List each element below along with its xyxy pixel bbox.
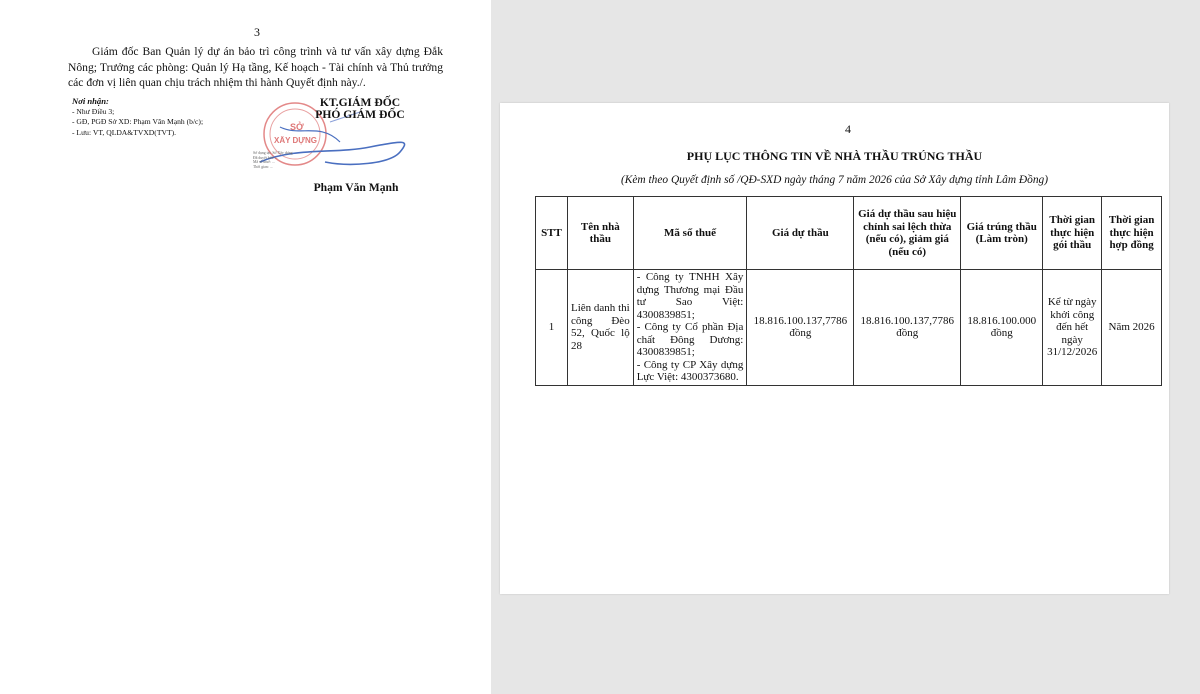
recipient-item: - Như Điều 3; [72,106,115,116]
signer-name: Phạm Văn Mạnh [313,181,399,194]
column-header: Mã số thuế [633,197,747,270]
table-row [536,270,1162,386]
package-time-cell: Kể từ ngày khởi công đến hết ngày 31/12/2026 [1043,270,1102,386]
stamp-notes: Sở dụng tại: Sở Xây dựng Đã duyệt bởi: ... Mã số thuế: ... Thời gian: ... [253,151,293,169]
page-number: 4 [845,122,851,136]
document-page-4 [500,103,1169,594]
bid-price-cell: 18.816.100.137,7786 đồng [747,270,854,386]
column-header: Giá dự thầu [747,197,854,270]
tax-code-cell [633,270,747,386]
contractor-award-table [535,196,1162,386]
svg-text:SỞ: SỞ [290,122,304,132]
column-header: STT [536,197,568,270]
tax-code-line: - Công ty TNHH Xây dựng Thương mại Đầu tư Sao Việt: 4300839851; [636,271,744,321]
recipient-item: - GĐ, PGĐ Sở XD: Phạm Văn Mạnh (b/c); [72,117,204,126]
adjusted-price-cell: 18.816.100.137,7786 đồng [854,270,961,386]
contractor-cell: Liên danh thi công Đèo 52, Quốc lộ 28 [567,270,633,386]
document-page-3 [0,0,491,694]
column-header: Thời gian thực hiện gói thầu [1043,197,1102,270]
column-header: Giá dự thầu sau hiệu chỉnh sai lệch thừa (nếu có), giảm giá (nếu có) [854,197,961,270]
signature-title [300,97,420,121]
svg-text:XÂY DỰNG: XÂY DỰNG [274,136,317,145]
recipients-heading: Nơi nhận: [72,96,109,106]
column-header: Tên nhà thầu [567,197,633,270]
page-number: 3 [254,25,260,39]
column-header: Giá trúng thầu (Làm tròn) [961,197,1043,270]
recipients-block [72,96,203,138]
tax-code-line: - Công ty CP Xây dựng Lực Việt: 4300373680. [636,358,744,383]
appendix-subtitle: (Kèm theo Quyết định số /QĐ-SXD ngày tháng 7 năm 2026 của Sở Xây dựng tỉnh Lâm Đồng) [620,174,1049,186]
award-price-cell: 18.816.100.000 đồng [961,270,1043,386]
table-header-row [536,197,1162,270]
column-header: Thời gian thực hiện hợp đồng [1102,197,1162,270]
appendix-title: PHỤ LỤC THÔNG TIN VỀ NHÀ THẦU TRÚNG THẦU [686,149,983,163]
decision-paragraph: Giám đốc Ban Quản lý dự án bảo trì công trình và tư vấn xây dựng Đắk Nông; Trưởng các phòng: Quản lý Hạ tầng, Kế hoạch - Tài chính và Thủ trưởng các đơn vị liên quan chịu trách nhiệm thi hành Quyết định này./. [68,45,443,89]
sign-line-2: PHÓ GIÁM ĐỐC [315,108,405,121]
recipient-item: - Lưu: VT, QLDA&TVXD(TVT). [72,127,177,137]
stt-cell: 1 [536,270,568,386]
contract-time-cell: Năm 2026 [1102,270,1162,386]
tax-code-line: - Công ty Cổ phần Địa chất Đông Dương: 4300839851; [636,321,744,358]
sign-line-1: KT.GIÁM ĐỐC [319,96,401,109]
